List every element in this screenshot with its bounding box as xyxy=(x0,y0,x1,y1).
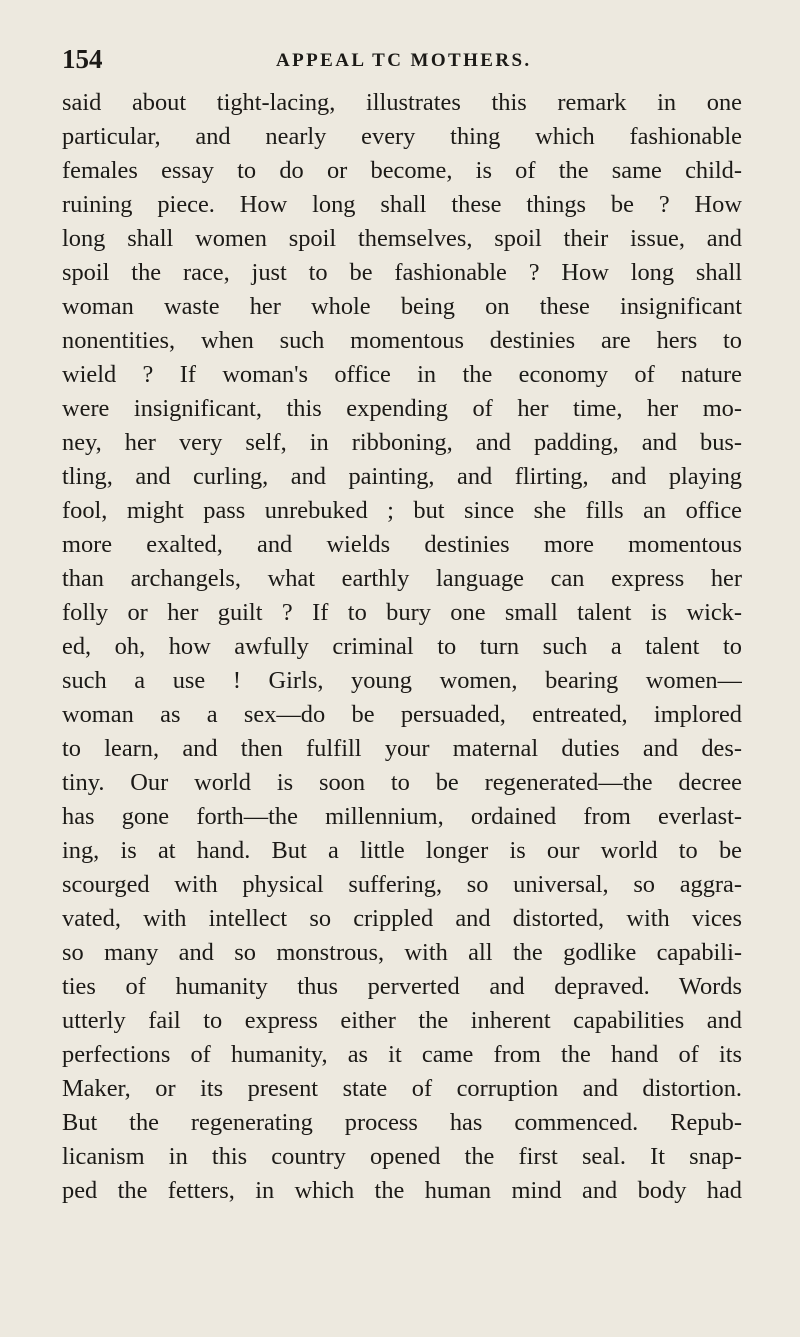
text-line: long shall women spoil themselves, spoil their issue, and xyxy=(62,225,742,252)
text-line: ney, her very self, in ribboning, and padding, and bus- xyxy=(62,429,742,456)
text-line: so many and so monstrous, with all the godlike capabili- xyxy=(62,939,742,966)
page-number: 154 xyxy=(62,44,103,74)
text-line: utterly fail to express either the inherent capabilities and xyxy=(62,1007,742,1034)
text-line: more exalted, and wields destinies more momentous xyxy=(62,531,742,558)
text-line: ed, oh, how awfully criminal to turn such a talent to xyxy=(62,633,742,660)
text-line: to learn, and then fulfill your maternal duties and des- xyxy=(62,735,742,762)
text-line: tling, and curling, and painting, and flirting, and playing xyxy=(62,463,742,490)
text-line: such a use ! Girls, young women, bearing women— xyxy=(62,667,742,694)
text-line: ing, is at hand. But a little longer is our world to be xyxy=(62,837,742,864)
text-line: wield ? If woman's office in the economy of nature xyxy=(62,361,742,388)
text-line: particular, and nearly every thing which fashionable xyxy=(62,123,742,150)
text-line: than archangels, what earthly language can express her xyxy=(62,565,742,592)
text-line: Maker, or its present state of corruption and distortion. xyxy=(62,1075,742,1102)
text-line: woman waste her whole being on these insignificant xyxy=(62,293,742,320)
text-line: females essay to do or become, is of the same child- xyxy=(62,157,742,184)
text-line: perfections of humanity, as it came from the hand of its xyxy=(62,1041,742,1068)
text-line: fool, might pass unrebuked ; but since she fills an office xyxy=(62,497,742,524)
text-line: scourged with physical suffering, so universal, so aggra- xyxy=(62,871,742,898)
running-title: APPEAL TC MOTHERS. xyxy=(276,50,532,71)
text-line: licanism in this country opened the first seal. It snap- xyxy=(62,1143,742,1170)
text-line: But the regenerating process has commenced. Repub- xyxy=(62,1109,742,1136)
text-line: spoil the race, just to be fashionable ? How long shall xyxy=(62,259,742,286)
text-line: were insignificant, this expending of her time, her mo- xyxy=(62,395,742,422)
text-line: folly or her guilt ? If to bury one small talent is wick- xyxy=(62,599,742,626)
text-line: ties of humanity thus perverted and depraved. Words xyxy=(62,973,742,1000)
text-line: has gone forth—the millennium, ordained from everlast- xyxy=(62,803,742,830)
text-line: said about tight-lacing, illustrates this remark in one xyxy=(62,89,742,116)
text-line: tiny. Our world is soon to be regenerated—the decree xyxy=(62,769,742,796)
text-line: woman as a sex—do be persuaded, entreated, implored xyxy=(62,701,742,728)
text-line: vated, with intellect so crippled and distorted, with vices xyxy=(62,905,742,932)
text-line: ped the fetters, in which the human mind and body had xyxy=(62,1177,742,1204)
text-line: nonentities, when such momentous destinies are hers to xyxy=(62,327,742,354)
running-header xyxy=(62,44,682,76)
body-text xyxy=(62,86,742,1208)
text-line: ruining piece. How long shall these things be ? How xyxy=(62,191,742,218)
